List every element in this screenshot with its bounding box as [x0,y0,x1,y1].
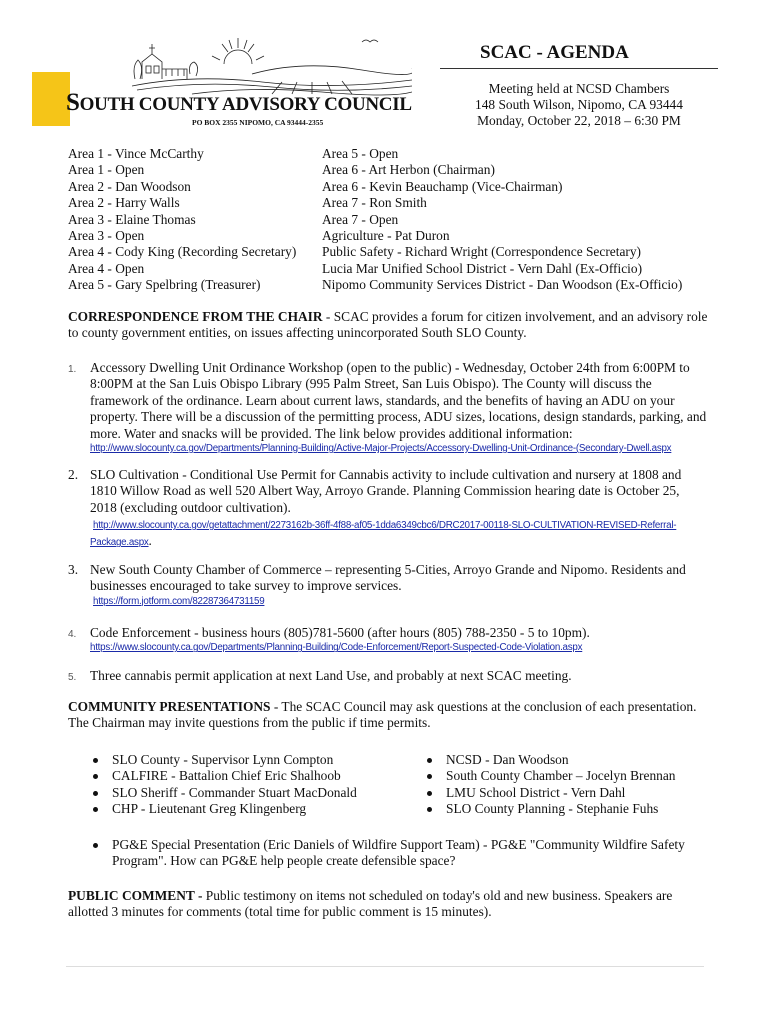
member-entry: Agriculture - Pat Duron [322,228,450,244]
member-entry: Nipomo Community Services District - Dan Woodson (Ex-Officio) [322,277,683,293]
members-list-left [68,146,296,294]
presenter-item: SLO Sheriff - Commander Stuart MacDonald [90,785,357,801]
section-heading: CORRESPONDENCE FROM THE CHAIR [68,309,323,324]
agenda-item-1 [68,360,708,456]
member-entry: Area 2 - Harry Walls [68,195,180,211]
item-number: 3. [68,562,79,577]
presenter-item: SLO County - Supervisor Lynn Compton [90,752,357,768]
item-number: 2. [68,467,79,482]
presenter-item: NCSD - Dan Woodson [424,752,675,768]
member-entry: Area 2 - Dan Woodson [68,178,191,194]
member-entry: Area 3 - Elaine Thomas [68,211,196,227]
item-link[interactable]: https://www.slocounty.ca.gov/Departments/Planning-Building/Code-Enforcement/Report-Suspected-Code-Violation.aspx [90,642,583,654]
member-entry: Area 5 - Open [322,146,399,161]
presenter-item: PG&E Special Presentation (Eric Daniels of Wildfire Support Team) - PG&E "Community Wildfire Safety Program". How can PG&E help people create defensible space? [90,837,690,870]
page-footer-divider [66,966,704,967]
member-entry: Area 1 - Open [68,162,145,178]
presenters-list-left [90,752,357,818]
member-entry: Area 7 - Ron Smith [322,195,427,211]
item-text: Three cannabis permit application at next Land Use, and probably at next SCAC meeting. [90,668,572,683]
member-entry: Area 1 - Vince McCarthy [68,146,204,161]
item-number: 4. [68,629,77,640]
logo-yellow-block [32,72,70,126]
members-list-right [322,146,682,294]
presenter-item: South County Chamber – Jocelyn Brennan [424,768,675,784]
member-entry: Lucia Mar Unified School District - Vern Dahl (Ex-Officio) [322,260,643,276]
agenda-item-3 [68,562,708,609]
special-presentation [90,837,690,870]
title-divider [440,68,718,69]
item-link[interactable]: http://www.slocounty.ca.gov/getattachment/2273162b-36ff-4f88-af05-1dda6349cbc6/DRC2017-00118-SLO-CULTIVATION-REVISED-Referral- [93,520,677,532]
section-heading: COMMUNITY PRESENTATIONS [68,699,271,714]
meeting-info [440,81,718,129]
public-comment-section [68,888,708,921]
link-period: . [148,533,152,549]
item-text: Accessory Dwelling Unit Ordinance Workshop (open to the public) - Wednesday, October 24th from 6:00PM to 8:00PM at the San Luis Obispo Library (995 Palm Street, San Luis Obispo). The County will discuss the framework of the ordinance. Learn about current laws, standards, and the benefits of having an ADU on your property. There will be a discussion of the permitting process, ADU sizes, locations, design standards, parking, and more. Water and snacks will be provided. The link below provides additional information: [90,360,707,441]
presenter-item: CALFIRE - Battalion Chief Eric Shalhoob [90,768,357,784]
section-body: - The SCAC Council may ask questions at the conclusion of each presentation. The Chairman may invite questions from the public if time permits. [68,699,697,731]
presenter-item: LMU School District - Vern Dahl [424,785,675,801]
org-name: SOUTH COUNTY ADVISORY COUNCIL [66,89,412,116]
presenter-item: SLO County Planning - Stephanie Fuhs [424,801,675,817]
item-text: Code Enforcement - business hours (805)781-5600 (after hours (805) 788-2350 - 5 to 10pm). [90,625,590,640]
agenda-item-2 [68,467,708,550]
item-number: 1. [68,364,77,375]
presenter-item: CHP - Lieutenant Greg Klingenberg [90,801,357,817]
correspondence-section [68,309,708,342]
section-body: - SCAC provides a forum for citizen involvement, and an advisory role to county government entities, on issues affecting unincorporated South SLO County. [68,309,708,341]
member-entry: Area 4 - Open [68,260,145,276]
item-text: New South County Chamber of Commerce – representing 5-Cities, Arroyo Grande and Nipomo. Residents and businesses encouraged to take survey to improve services. [90,562,686,594]
meeting-date: Monday, October 22, 2018 – 6:30 PM [477,113,681,128]
member-entry: Area 4 - Cody King (Recording Secretary) [68,244,297,260]
logo-landscape-icon [132,24,412,96]
item-number: 5. [68,672,77,683]
member-entry: Area 6 - Kevin Beauchamp (Vice-Chairman) [322,178,563,194]
section-heading: PUBLIC COMMENT - [68,888,206,903]
presenters-list-right [424,752,675,818]
member-entry: Area 5 - Gary Spelbring (Treasurer) [68,277,261,293]
item-link[interactable]: http://www.slocounty.ca.gov/Departments/Planning-Building/Active-Major-Projects/Accessory-Dwelling-Unit-Ordinance-(Secondary-Dwell.aspx [90,443,672,455]
member-entry: Area 3 - Open [68,228,145,244]
meeting-address: 148 South Wilson, Nipomo, CA 93444 [475,97,683,112]
po-box: PO BOX 2355 NIPOMO, CA 93444-2355 [192,118,324,127]
member-entry: Public Safety - Richard Wright (Correspondence Secretary) [322,244,641,260]
member-entry: Area 7 - Open [322,211,399,227]
item-link-continued[interactable]: Package.aspx [90,537,149,549]
community-section [68,699,708,732]
meeting-location: Meeting held at NCSD Chambers [488,81,670,96]
agenda-item-5 [68,668,708,684]
page-title: SCAC - AGENDA [480,42,629,63]
member-entry: Area 6 - Art Herbon (Chairman) [322,162,495,178]
section-body: Public testimony on items not scheduled on today's old and new business. Speakers are allotted 3 minutes for comments (total time for public comment is 15 minutes). [68,888,673,920]
item-link[interactable]: https://form.jotform.com/82287364731159 [93,595,265,607]
item-text: SLO Cultivation - Conditional Use Permit for Cannabis activity to include cultivation and nursery at 1808 and 1810 Willow Road as well 520 Albert Way, Arroyo Grande. Planning Commission hearing date is October 25, 2018 (excluding outdoor cultivation). [90,467,682,515]
agenda-item-4 [68,625,708,655]
